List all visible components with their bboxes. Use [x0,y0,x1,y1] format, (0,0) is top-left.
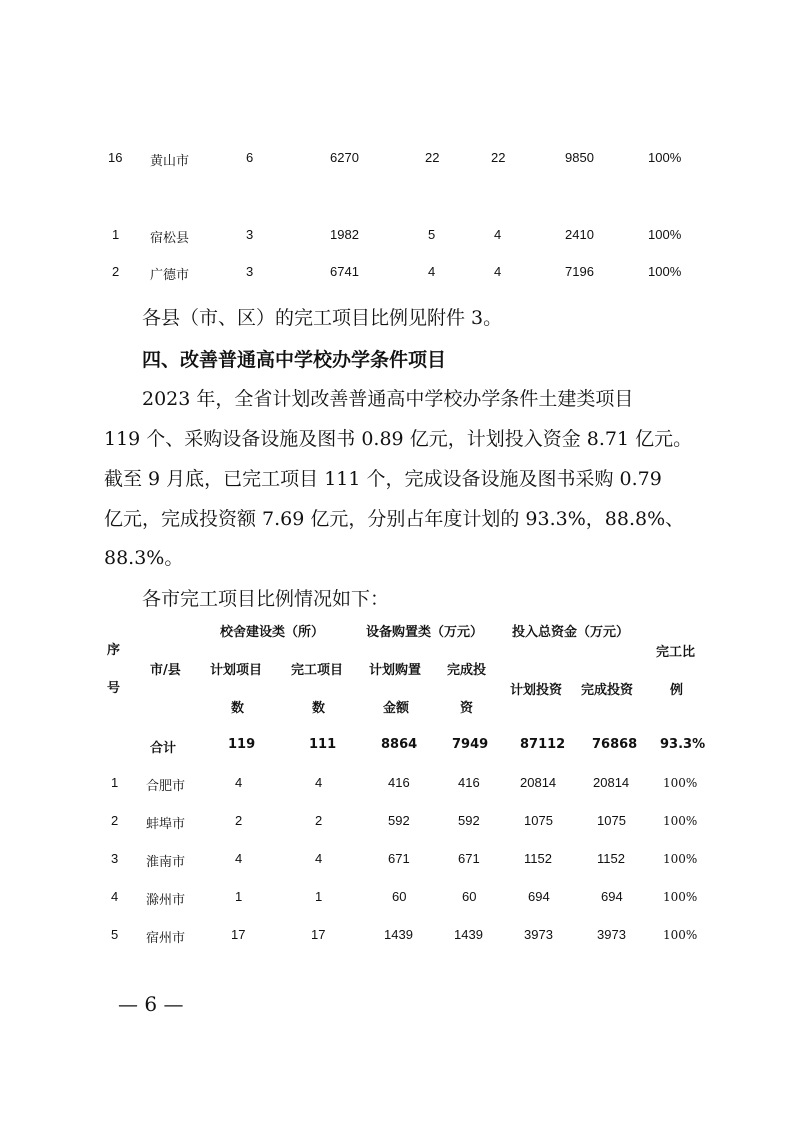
city-name: 蚌埠市 [146,817,186,832]
cell-value: 6 [246,150,254,165]
cell-value: 9850 [565,150,594,165]
row-number: 3 [111,851,119,866]
row-number: 2 [112,264,120,279]
row-number: 16 [108,150,123,165]
cell-value: 4 [428,264,436,279]
cell-value: 6270 [330,150,359,165]
section-heading: 四、改善普通高中学校办学条件项目 [142,349,447,371]
paragraph-line: 2023 年，全省计划改善普通高中学校办学条件土建类项目 [142,388,634,410]
city-name: 宿松县 [150,231,190,246]
header-ratio: 例 [670,683,684,698]
cell-value: 119 [228,737,256,752]
header-group-investment: 投入总资金（万元） [512,625,630,640]
cell-value: 3973 [597,927,626,942]
cell-value: 3 [246,227,254,242]
row-number: 2 [111,813,119,828]
cell-value: 4 [315,851,323,866]
cell-percent: 93.3% [660,737,706,752]
cell-value: 2 [235,813,243,828]
cell-value: 3973 [524,927,553,942]
header-plan-purchase: 金额 [383,701,410,716]
table-row [0,227,794,251]
total-label: 合计 [150,741,177,756]
header-group-building: 校舍建设类（所） [220,625,325,640]
cell-value: 694 [601,889,623,904]
cell-value: 1152 [524,851,552,866]
header-done-invest: 资 [460,701,474,716]
table-row [0,150,794,174]
header-seq: 号 [107,681,121,696]
row-number: 1 [111,775,119,790]
cell-value: 2 [315,813,323,828]
header-done-items: 数 [312,701,326,716]
header-planned-items: 数 [231,701,245,716]
cell-value: 671 [458,851,480,866]
cell-percent: 100% [648,227,682,242]
cell-value: 416 [388,775,410,790]
cell-value: 76868 [592,737,638,752]
cell-value: 694 [528,889,550,904]
cell-value: 1 [315,889,323,904]
cell-value: 20814 [593,775,630,790]
cell-value: 17 [311,927,326,942]
header-plan-purchase: 计划购置 [369,663,422,678]
cell-value: 2410 [565,227,594,242]
cell-value: 7196 [565,264,594,279]
cell-percent: 100% [663,890,698,904]
city-name: 合肥市 [146,779,186,794]
paragraph-line: 亿元，完成投资额 7.69 亿元，分别占年度计划的 93.3%，88.8%、 [104,508,685,530]
table-row [0,264,794,288]
cell-value: 17 [231,927,246,942]
cell-percent: 100% [663,814,698,828]
cell-value: 22 [425,150,440,165]
cell-percent: 100% [648,150,682,165]
city-name: 广德市 [150,268,190,283]
cell-percent: 100% [663,928,698,942]
paragraph-line: 119 个、采购设备设施及图书 0.89 亿元，计划投入资金 8.71 亿元。 [104,428,693,450]
cell-value: 592 [458,813,480,828]
header-seq: 序 [107,643,121,658]
row-number: 4 [111,889,119,904]
row-number: 1 [112,227,120,242]
cell-value: 1075 [597,813,626,828]
cell-value: 671 [388,851,410,866]
cell-percent: 100% [648,264,682,279]
cell-value: 60 [392,889,407,904]
cell-value: 3 [246,264,254,279]
city-name: 滁州市 [146,893,186,908]
cell-value: 4 [235,851,243,866]
cell-percent: 100% [663,776,698,790]
cell-value: 6741 [330,264,359,279]
cell-value: 4 [315,775,323,790]
cell-value: 1439 [384,927,413,942]
cell-value: 22 [491,150,506,165]
header-city: 市/县 [150,663,181,678]
header-done-invest: 完成投 [447,663,487,678]
cell-value: 1 [235,889,243,904]
header-plan-invest: 计划投资 [510,683,563,698]
cell-value: 87112 [520,737,566,752]
header-done-invest-total: 完成投资 [581,683,634,698]
cell-value: 8864 [381,737,418,752]
city-name: 淮南市 [146,855,186,870]
header-done-items: 完工项目 [291,663,344,678]
paragraph: 各县（市、区）的完工项目比例见附件 3。 [142,307,503,329]
cell-value: 4 [235,775,243,790]
city-name: 宿州市 [146,931,186,946]
paragraph-line: 88.3%。 [104,547,184,569]
cell-value: 1982 [330,227,359,242]
city-name: 黄山市 [150,154,190,169]
cell-value: 111 [309,737,337,752]
cell-percent: 100% [663,852,698,866]
paragraph: 各市完工项目比例情况如下： [142,588,390,610]
cell-value: 60 [462,889,477,904]
cell-value: 416 [458,775,480,790]
cell-value: 1439 [454,927,483,942]
row-number: 5 [111,927,119,942]
header-ratio: 完工比 [656,645,696,660]
header-planned-items: 计划项目 [210,663,263,678]
cell-value: 4 [494,264,502,279]
cell-value: 20814 [520,775,557,790]
cell-value: 592 [388,813,410,828]
cell-value: 5 [428,227,436,242]
cell-value: 1075 [524,813,553,828]
cell-value: 4 [494,227,502,242]
page-number: — 6 — [118,992,184,1016]
header-group-equipment: 设备购置类（万元） [366,625,484,640]
cell-value: 7949 [452,737,489,752]
paragraph-line: 截至 9 月底，已完工项目 111 个，完成设备设施及图书采购 0.79 [104,468,662,490]
cell-value: 1152 [597,851,625,866]
